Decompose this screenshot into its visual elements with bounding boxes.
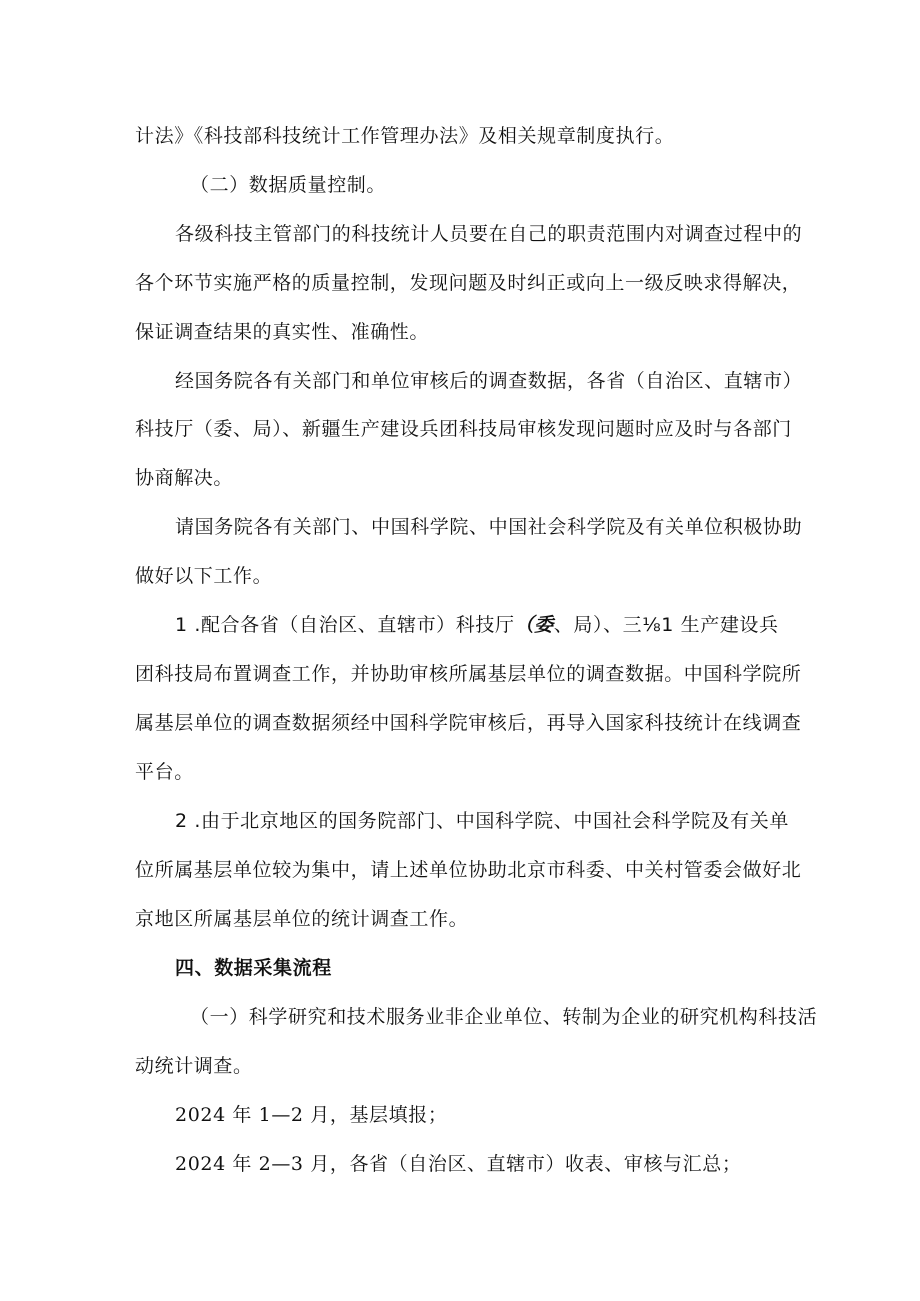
paragraph-line: 保证调查结果的真实性、准确性。 bbox=[135, 321, 430, 343]
schedule-line: 2024 年 2—3 月，各省（自治区、直辖市）收表、审核与汇总； bbox=[175, 1153, 742, 1175]
section-title: 四、数据采集流程 bbox=[175, 957, 332, 979]
paragraph-line: 科技厅（委、局）、新疆生产建设兵团科技局审核发现问题时应及时与各部门 bbox=[135, 418, 792, 440]
paragraph-line: 位所属基层单位较为集中，请上述单位协助北京市科委、中关村管委会做好北 bbox=[135, 859, 802, 881]
list-item-1-text-a: 1 .配合各省（自治区、直辖市）科技厅 bbox=[175, 614, 515, 636]
paragraph-line: 请国务院各有关部门、中国科学院、中国社会科学院及有关单位积极协助 bbox=[175, 516, 803, 538]
schedule-line: 2024 年 1—2 月，基层填报； bbox=[175, 1104, 448, 1126]
paragraph-line: 京地区所属基层单位的统计调查工作。 bbox=[135, 908, 469, 930]
section-heading: （二）数据质量控制。 bbox=[190, 174, 387, 196]
list-item-1-emphasis: （委 bbox=[514, 614, 554, 636]
paragraph-line: 属基层单位的调查数据须经中国科学院审核后，再导入国家科技统计在线调查 bbox=[135, 712, 802, 734]
paragraph-line: 协商解决。 bbox=[135, 467, 234, 489]
list-item-2-line: 2 .由于北京地区的国务院部门、中国科学院、中国社会科学院及有关单 bbox=[175, 810, 789, 832]
paragraph-line: 平台。 bbox=[135, 761, 194, 783]
paragraph-line: 经国务院各有关部门和单位审核后的调查数据，各省（自治区、直辖市） bbox=[175, 370, 803, 392]
paragraph-line: 团科技局布置调查工作，并协助审核所属基层单位的调查数据。中国科学院所 bbox=[135, 663, 802, 685]
subsection-heading: （一）科学研究和技术服务业非企业单位、转制为企业的研究机构科技活 bbox=[190, 1006, 818, 1028]
paragraph-line: 做好以下工作。 bbox=[135, 565, 273, 587]
list-item-1-text-b: 、局）、三⅛1 生产建设兵 bbox=[553, 614, 779, 636]
paragraph-line: 计法》《科技部科技统计工作管理办法》及相关规章制度执行。 bbox=[135, 125, 675, 147]
paragraph-line: 动统计调查。 bbox=[135, 1055, 253, 1077]
paragraph-line: 各级科技主管部门的科技统计人员要在自己的职责范围内对调查过程中的 bbox=[175, 223, 803, 245]
list-item-1-line bbox=[175, 612, 779, 638]
paragraph-line: 各个环节实施严格的质量控制，发现问题及时纠正或向上一级反映求得解决， bbox=[135, 272, 802, 294]
